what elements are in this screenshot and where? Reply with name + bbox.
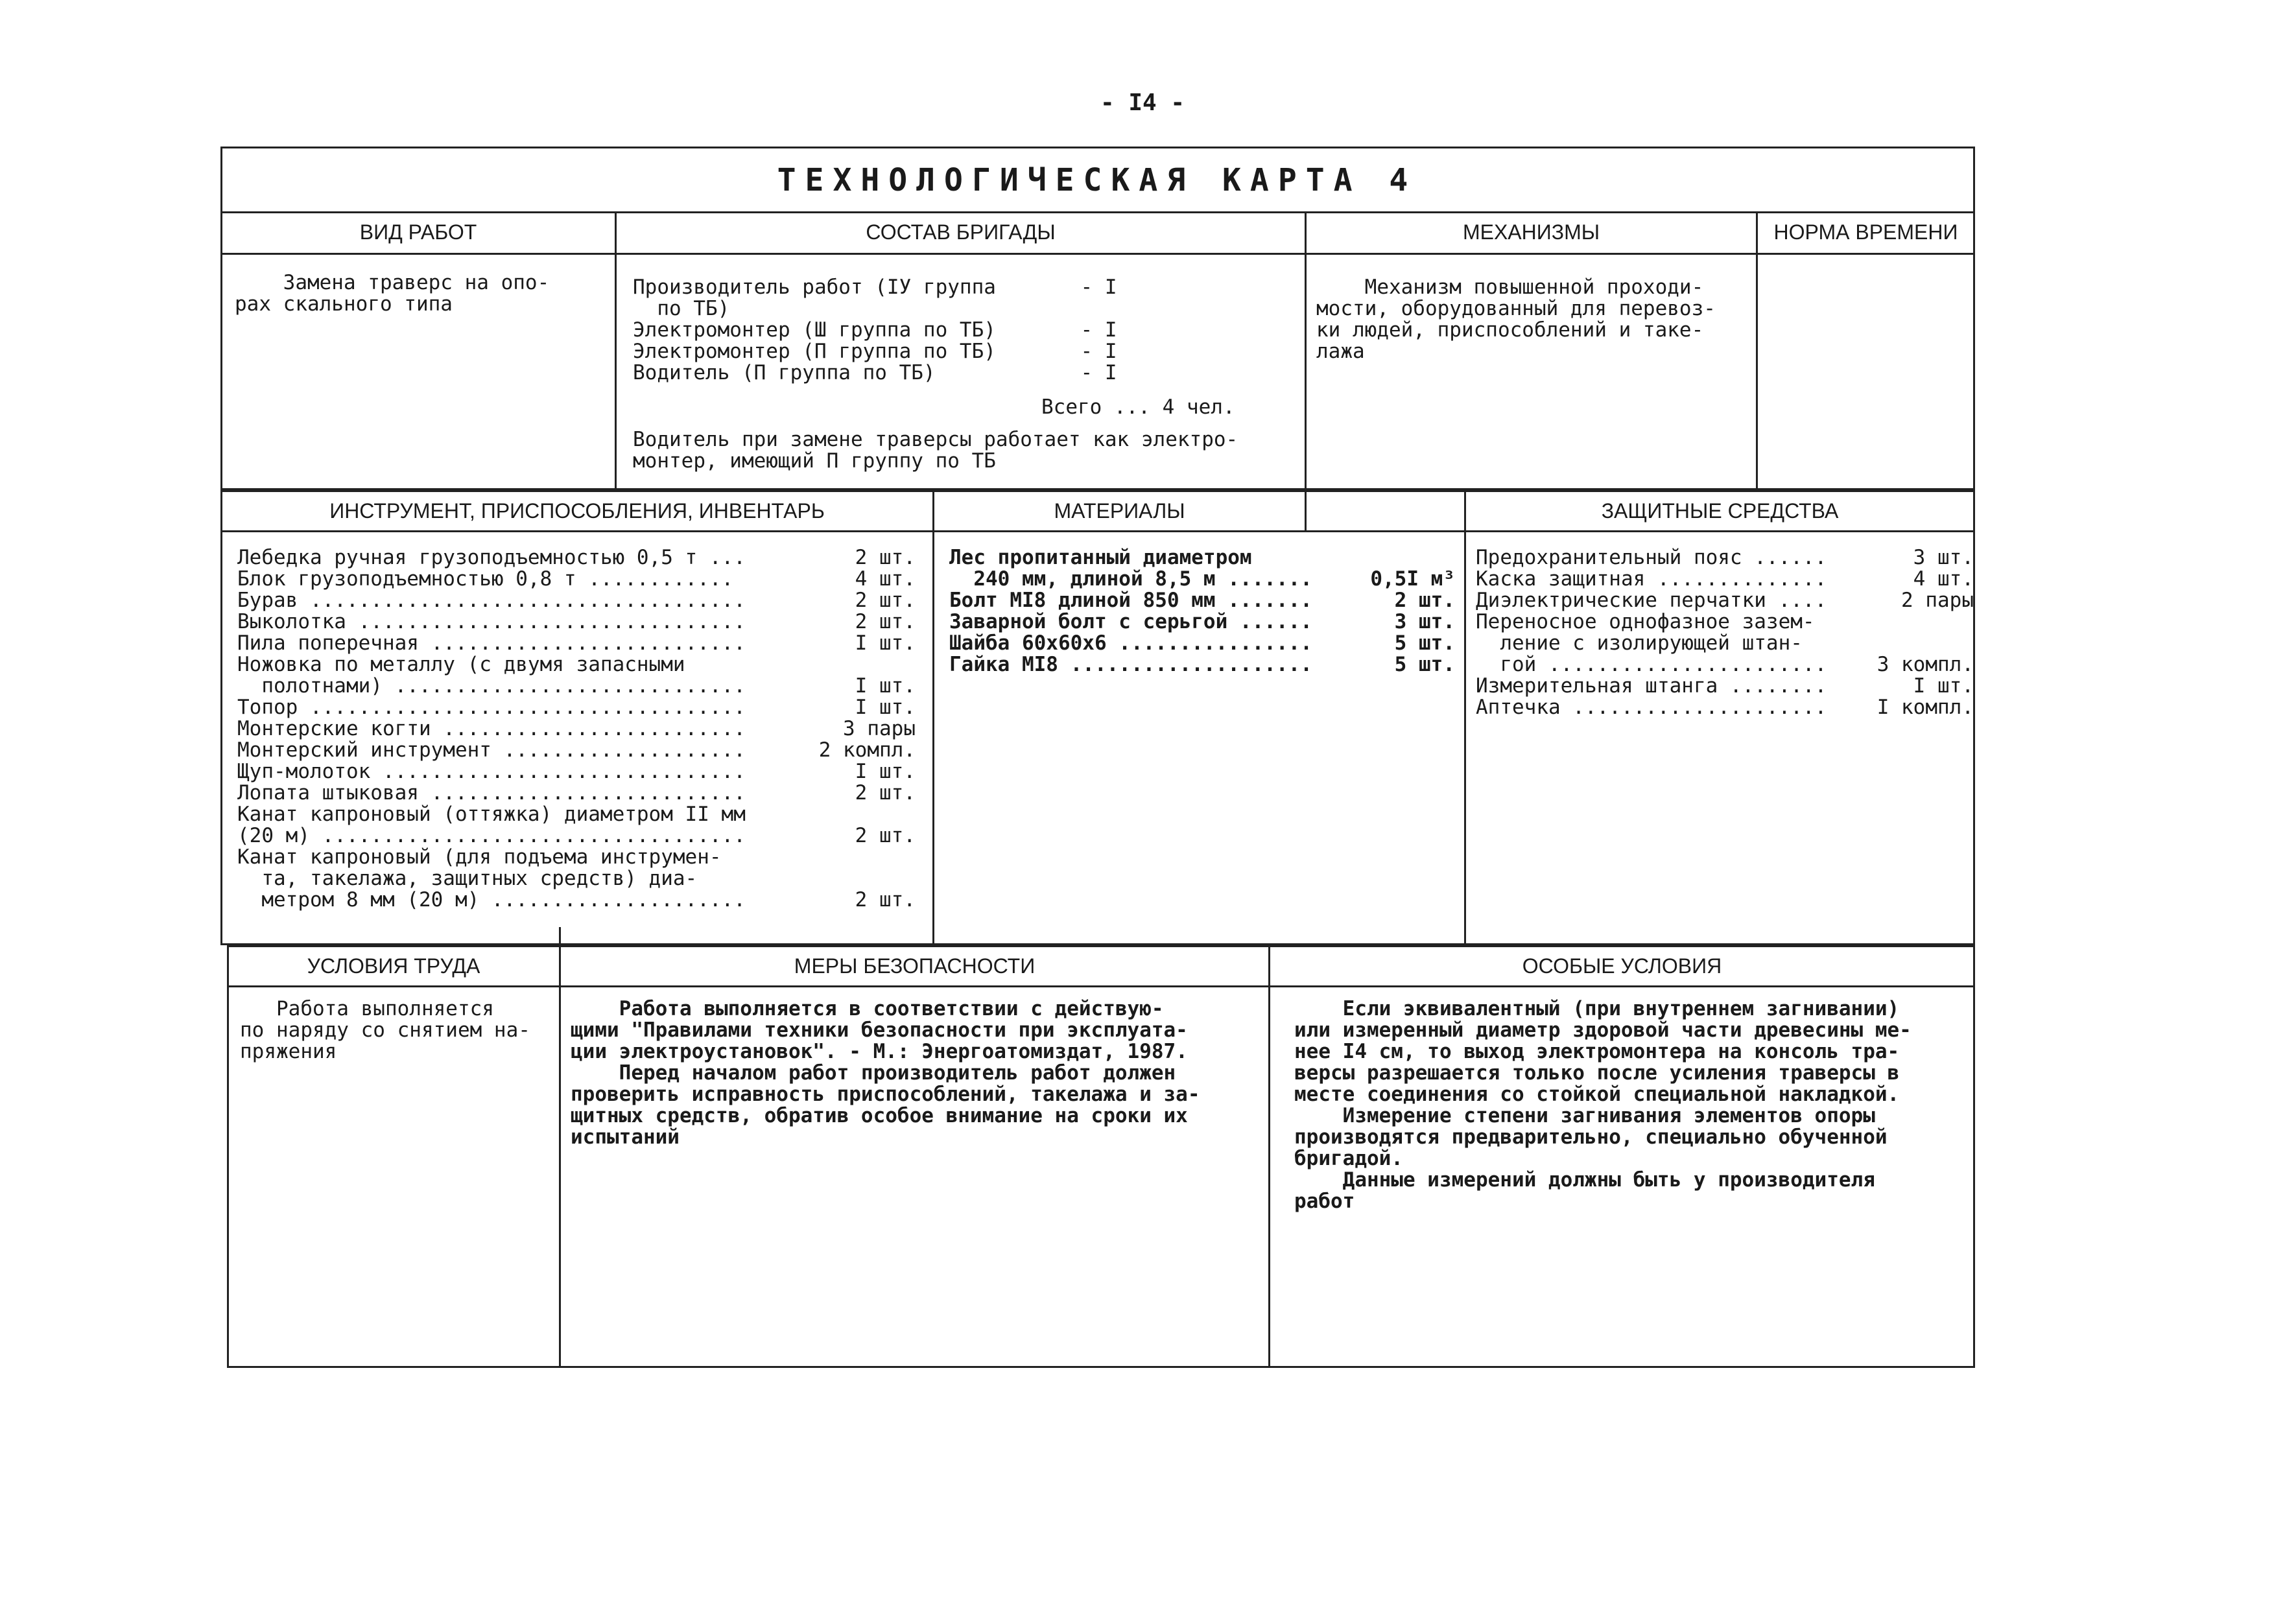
- protection-item-name: гой .......................: [1476, 654, 1839, 676]
- protection-item: [1476, 633, 1974, 654]
- protection-item-name: Переносное однофазное зазем-: [1476, 611, 1815, 633]
- material-item: [949, 611, 1455, 633]
- tool-item-name: Выколотка ................................: [237, 611, 758, 633]
- tool-item-name: Канат капроновый (оттяжка) диаметром II мм: [237, 804, 746, 825]
- protection-item-quantity: 3 компл.: [1877, 653, 1974, 676]
- tool-item-name: полотнами) .............................: [237, 676, 758, 697]
- crew-members: Производитель работ (IУ группа - I по ТБ) Электромонтер (Ш группа по ТБ) - I Электромонтер (П группа по ТБ) - I Водитель (П группа по ТБ) - I: [633, 276, 1117, 384]
- tool-item: [237, 676, 916, 697]
- tool-item-name: Бурав ....................................: [237, 590, 758, 611]
- header-safety: МЕРЫ БЕЗОПАСНОСТИ: [794, 954, 1036, 978]
- special-text: Если эквивалентный (при внутреннем загнивании) или измеренный диаметр здоровой части древесины ме- нее I4 см, то выход электромонтера на консоль тра- версы разрешается только после усиления траверсы в месте соединения со стойкой специальной накладкой. Измерение степени загнивания элементов опоры производятся предварительно, специально обученной бригадой. Данные измерений должны быть у производителя работ: [1294, 997, 1912, 1213]
- tool-item: [237, 611, 916, 633]
- tool-item: [237, 697, 916, 718]
- tool-item-quantity: 2 шт.: [855, 824, 916, 847]
- protection-item-name: Аптечка .....................: [1476, 697, 1839, 718]
- protection-item-quantity: I шт.: [1913, 674, 1974, 698]
- tool-item-quantity: 3 пары: [843, 717, 916, 740]
- tool-item: [237, 889, 916, 911]
- tool-item: [237, 547, 916, 569]
- tool-item-name: Блок грузоподъемностью 0,8 т ............: [237, 569, 746, 590]
- material-item-quantity: 5 шт.: [1394, 653, 1455, 676]
- tool-item-quantity: 2 шт.: [855, 610, 916, 633]
- middle-col-rule-2: [1305, 490, 1307, 530]
- materials-list: [949, 547, 1455, 676]
- crew-total: Всего ... 4 чел.: [1041, 395, 1235, 419]
- protection-item: [1476, 697, 1974, 718]
- tool-item-name: Пила поперечная ..........................: [237, 633, 758, 654]
- protection-item: [1476, 654, 1974, 676]
- bottom-header-rule: [227, 985, 1975, 987]
- tool-item: [237, 804, 916, 825]
- tool-item: [237, 761, 916, 783]
- tools-list: [237, 547, 916, 911]
- tool-item: [237, 633, 916, 654]
- tool-item-name: Ножовка по металлу (с двумя запасными: [237, 654, 685, 676]
- tool-item: [237, 654, 916, 676]
- protection-item-name: Каска защитная ..............: [1476, 569, 1839, 590]
- tool-item-quantity: I шт.: [855, 674, 916, 698]
- conditions-text: Работа выполняется по наряду со снятием на- пряжения: [240, 997, 530, 1063]
- middle-header-rule: [220, 530, 1975, 532]
- tool-item: [237, 847, 916, 868]
- material-item-name: Гайка МI8 ....................: [949, 654, 1325, 676]
- tool-item-name: Монтерские когти .........................: [237, 718, 758, 740]
- tool-item-quantity: 2 шт.: [855, 781, 916, 805]
- protection-item: [1476, 569, 1974, 590]
- work-type-text: Замена траверс на опо- рах скального типа: [235, 271, 550, 316]
- crew-note: Водитель при замене траверсы работает как электро- монтер, имеющий П группу по ТБ: [633, 428, 1238, 473]
- protection-item-quantity: I компл.: [1877, 696, 1974, 719]
- header-tools: ИНСТРУМЕНТ, ПРИСПОСОБЛЕНИЯ, ИНВЕНТАРЬ: [329, 499, 825, 523]
- bottom-col-rule-1: [559, 927, 561, 1368]
- protection-list: [1476, 547, 1974, 718]
- tool-item-quantity: 2 шт.: [855, 589, 916, 612]
- tool-item-name: та, такелажа, защитных средств) диа-: [237, 868, 698, 889]
- tool-item-name: метром 8 мм (20 м) .....................: [237, 889, 758, 911]
- header-crew: СОСТАВ БРИГАДЫ: [866, 220, 1056, 244]
- tool-item-name: Монтерский инструмент ....................: [237, 740, 758, 761]
- top-header-rule: [220, 253, 1975, 255]
- tool-item-name: Канат капроновый (для подъема инструмен-: [237, 847, 722, 868]
- header-time-norm: НОРМА ВРЕМЕНИ: [1773, 220, 1958, 244]
- tool-item-name: Щуп-молоток ..............................: [237, 761, 758, 783]
- top-col-rule-1: [615, 211, 617, 490]
- header-materials: МАТЕРИАЛЫ: [1054, 499, 1185, 523]
- protection-item: [1476, 547, 1974, 569]
- tool-item-quantity: 2 компл.: [818, 738, 916, 762]
- protection-item-name: Предохранительный пояс ......: [1476, 547, 1839, 569]
- middle-col-rule-1: [932, 490, 934, 945]
- protection-item: [1476, 590, 1974, 611]
- material-item-quantity: 3 шт.: [1394, 610, 1455, 633]
- tool-item-name: Лебедка ручная грузоподъемностью 0,5 т ...: [237, 547, 758, 569]
- top-col-rule-3: [1756, 211, 1758, 490]
- material-item-name: Заварной болт с серьгой ......: [949, 611, 1325, 633]
- protection-item-name: Измерительная штанга ........: [1476, 676, 1839, 697]
- material-item: [949, 654, 1455, 676]
- tool-item: [237, 590, 916, 611]
- header-conditions: УСЛОВИЯ ТРУДА: [307, 954, 480, 978]
- top-col-rule-2: [1305, 211, 1307, 490]
- protection-item-name: ление с изолирующей штан-: [1476, 633, 1803, 654]
- material-item-quantity: 0,5I м³: [1370, 567, 1455, 591]
- header-work-type: ВИД РАБОТ: [359, 220, 477, 244]
- tool-item: [237, 740, 916, 761]
- tool-item: [237, 783, 916, 804]
- tool-item-quantity: 2 шт.: [855, 888, 916, 912]
- page-number: - I4 -: [1100, 89, 1185, 116]
- material-item-name: Лес пропитанный диаметром: [949, 547, 1252, 569]
- material-item-quantity: 2 шт.: [1394, 589, 1455, 612]
- material-item: [949, 569, 1455, 590]
- protection-item-quantity: 3 шт.: [1913, 546, 1974, 569]
- material-item-name: Болт МI8 длиной 850 мм .......: [949, 590, 1325, 611]
- material-item: [949, 547, 1455, 569]
- protection-item-name: Диэлектрические перчатки ....: [1476, 590, 1839, 611]
- tool-item: [237, 569, 916, 590]
- safety-text: Работа выполняется в соответствии с действую- щими "Правилами техники безопасности при эксплуата- ции электроустановок". - М.: Энергоатомиздат, 1987. Перед началом работ производитель работ должен проверить исправность приспособлений, такелажа и за- щитных средств, обратив особое внимание на сроки их испытаний: [571, 997, 1200, 1149]
- protection-item: [1476, 676, 1974, 697]
- tool-item-quantity: I шт.: [855, 696, 916, 719]
- material-item: [949, 633, 1455, 654]
- header-protection: ЗАЩИТНЫЕ СРЕДСТВА: [1601, 499, 1839, 523]
- protection-item-quantity: 2 пары: [1901, 589, 1974, 612]
- tool-item-name: (20 м) ...................................: [237, 825, 758, 847]
- protection-item: [1476, 611, 1974, 633]
- document-title: ТЕХНОЛОГИЧЕСКАЯ КАРТА 4: [777, 162, 1417, 198]
- tool-item-name: Топор ....................................: [237, 697, 758, 718]
- tool-item: [237, 718, 916, 740]
- material-item: [949, 590, 1455, 611]
- bottom-col-rule-2: [1268, 945, 1270, 1368]
- tool-item-name: Лопата штыковая ..........................: [237, 783, 758, 804]
- material-item-name: Шайба 60х60х6 ................: [949, 633, 1325, 654]
- middle-col-rule-3: [1464, 490, 1466, 945]
- tool-item: [237, 868, 916, 889]
- tool-item-quantity: I шт.: [855, 631, 916, 655]
- tool-item-quantity: 4 шт.: [855, 567, 916, 591]
- tool-item-quantity: 2 шт.: [855, 546, 916, 569]
- tool-item-quantity: I шт.: [855, 760, 916, 783]
- header-mechanisms: МЕХАНИЗМЫ: [1462, 220, 1600, 244]
- header-special: ОСОБЫЕ УСЛОВИЯ: [1522, 954, 1722, 978]
- material-item-name: 240 мм, длиной 8,5 м .......: [949, 569, 1325, 590]
- protection-item-quantity: 4 шт.: [1913, 567, 1974, 591]
- material-item-quantity: 5 шт.: [1394, 631, 1455, 655]
- tool-item: [237, 825, 916, 847]
- mechanisms-text: Механизм повышенной проходи- мости, оборудованный для перевоз- ки людей, приспособлений и таке- лажа: [1316, 276, 1716, 363]
